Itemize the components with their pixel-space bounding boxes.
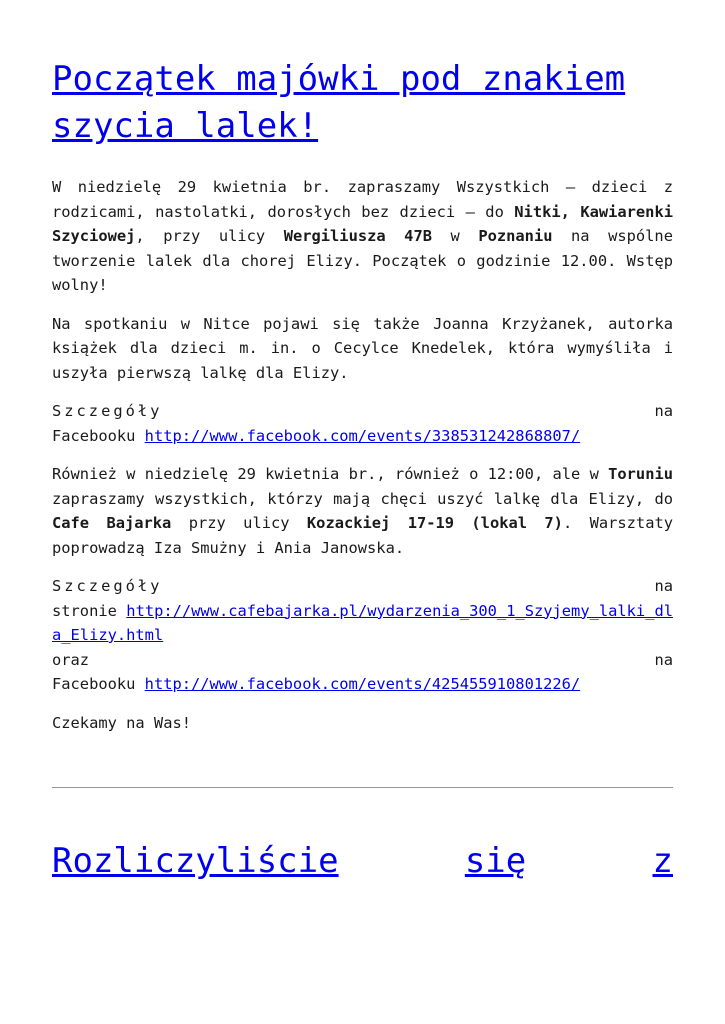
justified-line [52, 648, 673, 673]
text: w [431, 227, 479, 245]
link-line [52, 424, 673, 449]
text: Również w niedzielę 29 kwietnia br., również o 12:00, ale w [52, 465, 609, 483]
cafebajarka-link[interactable]: http://www.cafebajarka.pl/wydarzenia_300_1_Szyjemy_lalki_dla_Elizy.html [52, 601, 673, 644]
text: , przy ulicy [135, 227, 284, 245]
paragraph-author: Na spotkaniu w Nitce pojawi się także Joanna Krzyżanek, autorka książek dla dzieci m. in. o Cecylce Knedelek, która wymyśliła i uszyła pierwszą lalkę dla Elizy. [52, 314, 673, 382]
paragraph-closing: Czekamy na Was! [52, 713, 191, 732]
facebook-event-link[interactable]: http://www.facebook.com/events/425455910801226/ [144, 675, 581, 693]
post-title-link[interactable]: Początek majówki pod znakiem szycia lalek! [52, 59, 626, 146]
justified-line [52, 399, 673, 424]
bold-city: Poznaniu [478, 227, 553, 245]
post-title [52, 56, 673, 150]
paragraph-details-torun [52, 574, 673, 697]
paragraph-details-poznan [52, 399, 673, 448]
bold-city: Toruniu [608, 465, 673, 483]
text: na [654, 402, 673, 420]
text: . Warsztaty poprowadzą Iza Smużny i Ania Janowska. [52, 514, 673, 557]
link-line [52, 599, 673, 648]
bold-street: Wergiliusza 47B [283, 227, 432, 245]
next-post-title-word[interactable]: się [464, 841, 527, 881]
link-line [52, 672, 673, 697]
text: przy ulicy [171, 514, 307, 532]
next-post-title-word[interactable]: Rozliczyliście [52, 841, 339, 881]
bold-venue: Nitki, Kawiarenki Szyciowej [52, 202, 673, 245]
post-divider [52, 787, 673, 788]
justified-line [52, 574, 673, 599]
text: oraz [52, 650, 90, 669]
text: Szczegóły [52, 577, 163, 595]
text: Szczegóły [52, 402, 163, 420]
paragraph-torun [52, 462, 692, 560]
post-content [52, 0, 692, 885]
text: Facebooku [52, 426, 145, 445]
facebook-event-link[interactable]: http://www.facebook.com/events/338531242868807/ [144, 426, 581, 445]
paragraph-intro [52, 175, 673, 298]
text: Facebooku [52, 675, 145, 693]
bold-venue: Cafe Bajarka [52, 514, 172, 532]
next-post-title[interactable] [52, 838, 673, 885]
bold-street: Kozackiej 17-19 (lokal 7) [306, 514, 563, 532]
text: stronie [52, 601, 127, 620]
text: W niedzielę 29 kwietnia br. zapraszamy Wszystkich – dzieci z rodzicami, nastolatki, dorosłych bez dzieci – do [52, 178, 673, 221]
text: na [654, 577, 673, 595]
text: na [654, 650, 673, 669]
text: zapraszamy wszystkich, którzy mają chęci uszyć lalkę dla Elizy, do [52, 465, 692, 508]
next-post-title-word[interactable]: z [652, 841, 673, 881]
text: na wspólne tworzenie lalek dla chorej Elizy. Początek o godzinie 12.00. Wstęp wolny! [52, 227, 673, 294]
